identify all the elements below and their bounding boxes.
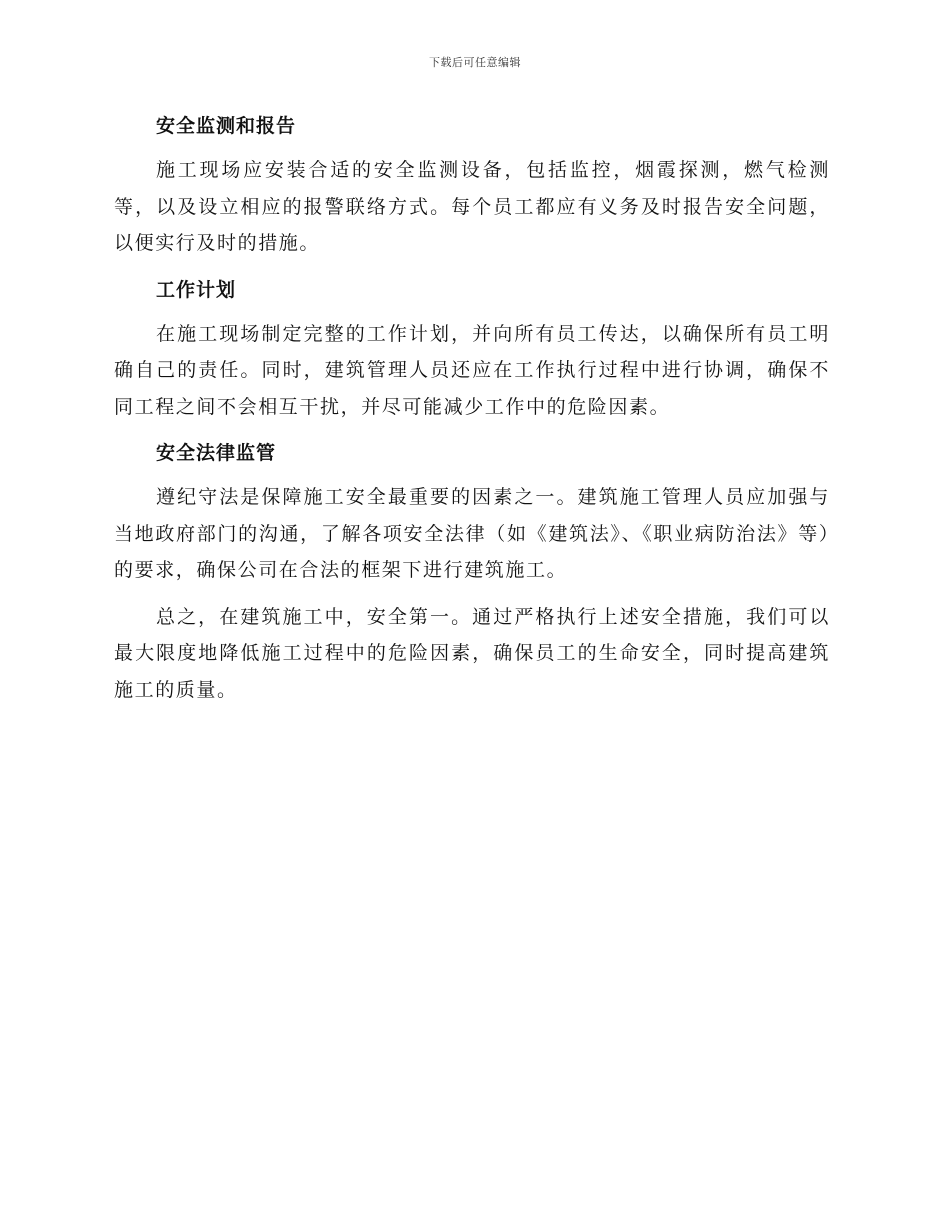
- paragraph: 总之，在建筑施工中，安全第一。通过严格执行上述安全措施，我们可以最大限度地降低施工过程中的危险因素，确保员工的生命安全，同时提高建筑施工的质量。: [114, 605, 830, 701]
- section-heading: 安全监测和报告: [156, 115, 297, 137]
- section-safety-monitoring: [114, 108, 830, 262]
- page-header: 下载后可任意编辑: [429, 56, 521, 69]
- section-work-plan: [114, 272, 830, 426]
- section-heading: 工作计划: [156, 278, 237, 301]
- paragraph: 在施工现场制定完整的工作计划，并向所有员工传达，以确保所有员工明确自己的责任。同时，建筑管理人员还应在工作执行过程中进行协调，确保不同工程之间不会相互干扰，并尽可能减少工作中的危险因素。: [114, 322, 830, 418]
- section-legal-supervision: [114, 435, 830, 708]
- paragraph: 遵纪守法是保障施工安全最重要的因素之一。建筑施工管理人员应加强与当地政府部门的沟通，了解各项安全法律（如《建筑法》、《职业病防治法》等）的要求，确保公司在合法的框架下进行建筑施工。: [114, 486, 830, 581]
- paragraph: 施工现场应安装合适的安全监测设备，包括监控，烟霞探测，燃气检测等，以及设立相应的报警联络方式。每个员工都应有义务及时报告安全问题，以便实行及时的措施。: [114, 159, 830, 254]
- document-body: [114, 108, 830, 718]
- section-heading: 安全法律监管: [156, 442, 277, 464]
